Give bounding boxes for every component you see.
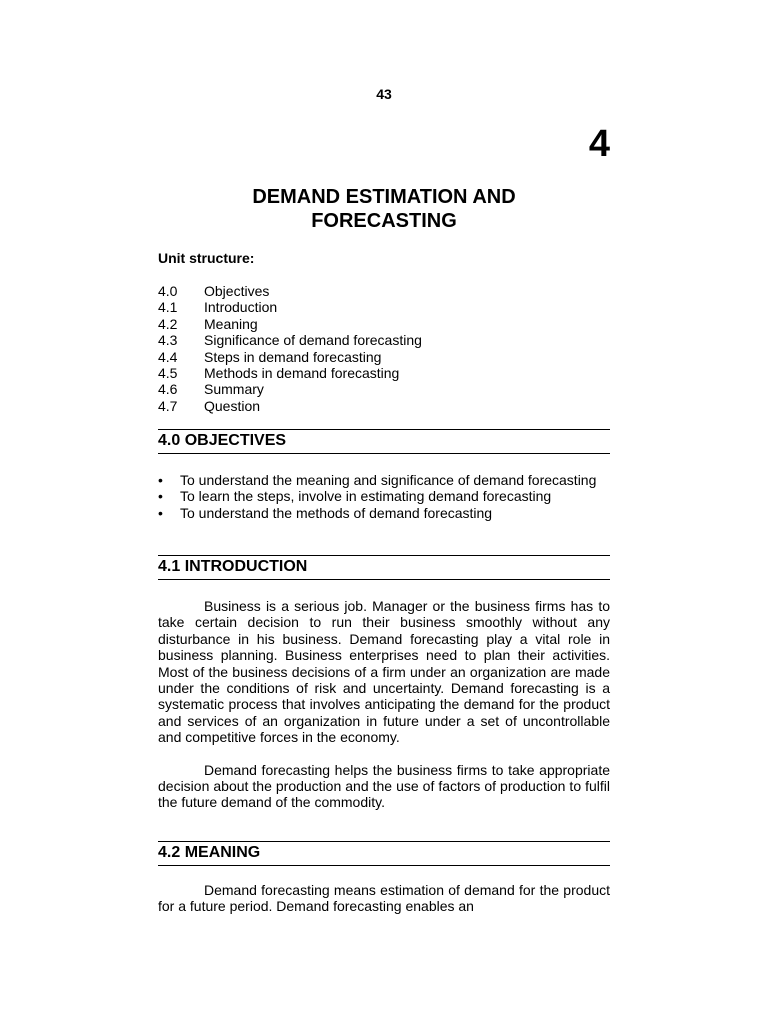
section-heading-introduction: 4.1 INTRODUCTION [158,555,610,580]
objectives-list [158,472,610,521]
toc-number: 4.6 [158,381,178,398]
toc-item [158,283,610,299]
bullet-icon: • [158,488,163,505]
page-number: 43 [376,86,392,102]
unit-structure-heading: Unit structure: [158,250,255,266]
toc-label: Objectives [204,283,270,299]
bullet-icon: • [158,472,163,488]
toc-label: Introduction [204,299,278,316]
toc-number: 4.3 [158,332,178,349]
section-heading-objectives: 4.0 OBJECTIVES [158,429,610,454]
list-item [158,488,610,504]
paragraph: Demand forecasting means estimation of demand for the product for a future period. Demand forecasting enables an [158,882,610,915]
bullet-icon: • [158,504,163,521]
toc-label: Methods in demand forecasting [204,365,400,382]
paragraph: Demand forecasting helps the business firms to take appropriate decision about the production and the use of factors of production to fulfil the future demand of the commodity. [158,761,610,811]
chapter-title [0,185,768,233]
meaning-body [158,882,610,915]
section-heading-meaning: 4.2 MEANING [158,841,610,866]
bullet-text: To understand the meaning and significance of demand forecasting [180,472,597,488]
toc-number: 4.1 [158,299,178,316]
list-item [158,472,610,488]
toc-item [158,398,610,414]
toc-number: 4.7 [158,397,178,414]
toc-number: 4.0 [158,283,178,299]
chapter-number: 4 [588,123,610,165]
toc-label: Question [204,397,261,414]
toc-item [158,332,610,348]
toc-label: Significance of demand forecasting [204,332,422,349]
toc-number: 4.4 [158,348,178,365]
bullet-text: To understand the methods of demand forecasting [180,504,493,521]
unit-structure-list [158,283,610,414]
toc-label: Steps in demand forecasting [204,348,382,365]
chapter-title-line-2: FORECASTING [311,210,457,232]
toc-item [158,316,610,332]
bullet-text: To learn the steps, involve in estimating demand forecasting [180,488,552,505]
toc-item [158,349,610,365]
toc-item [158,381,610,397]
toc-label: Meaning [204,315,258,332]
toc-item [158,299,610,315]
toc-number: 4.2 [158,315,178,332]
toc-item [158,365,610,381]
chapter-title-line-1: DEMAND ESTIMATION AND [252,186,516,208]
toc-number: 4.5 [158,365,178,382]
toc-label: Summary [204,381,264,398]
paragraph: Business is a serious job. Manager or the business firms has to take certain decision to run their business smoothly without any disturbance in his business. Demand forecasting play a vital role in business planning. Business enterprises need to plan their activities. Most of the business decisions of a firm under an organization are made under the conditions of risk and uncertainty. Demand forecasting is a systematic process that involves anticipating the demand for the product and services of an organization in future under a set of uncontrollable and competitive forces in the economy. [158,598,610,746]
list-item [158,505,610,521]
introduction-body [158,598,610,811]
